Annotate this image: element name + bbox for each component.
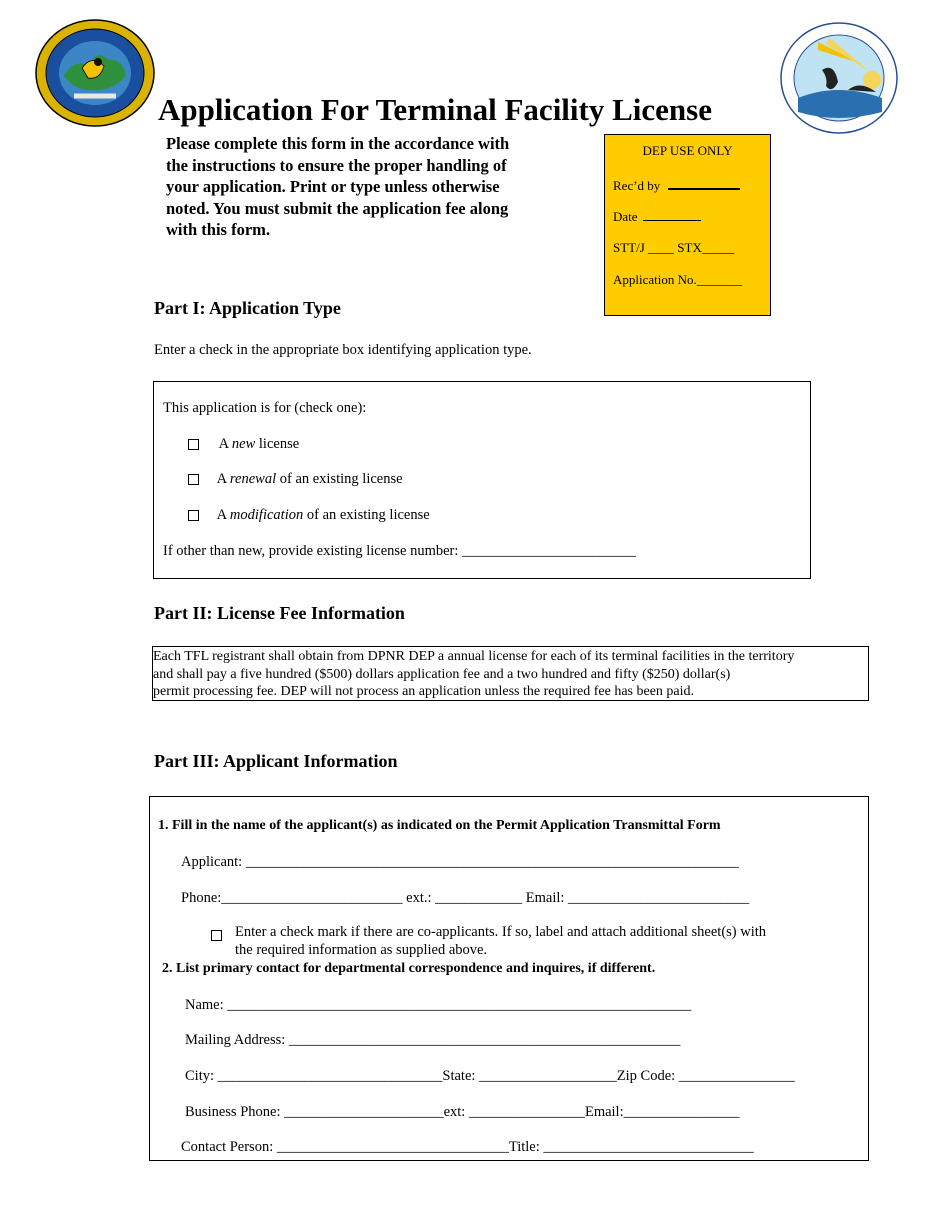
option-modification-license[interactable]	[188, 507, 430, 524]
question-2: 2. List primary contact for departmental correspondence and inquires, if different.	[162, 961, 656, 976]
fee-line: Each TFL registrant shall obtain from DPNR DEP a annual license for each of its terminal facilities in the territory	[153, 649, 795, 664]
option-new-license[interactable]	[188, 436, 299, 453]
co-applicant-instruction-1: Enter a check mark if there are co-applicants. If so, label and attach additional sheet(s) with	[235, 924, 767, 940]
option-prefix: A	[216, 507, 230, 523]
intro-instructions	[166, 133, 576, 241]
option-suffix: of an existing license	[303, 507, 430, 523]
contact-person-title-field[interactable]: Contact Person: ________________________________Title: _____________________________	[181, 1139, 754, 1155]
business-phone-email-field[interactable]: Business Phone: ______________________ext: ________________Email:________________	[185, 1104, 740, 1120]
part1-instruction: Enter a check in the appropriate box identifying application type.	[154, 342, 532, 358]
option-prefix: A	[216, 471, 230, 487]
date-row	[613, 208, 701, 225]
intro-line: the instructions to ensure the proper handling of	[166, 155, 507, 175]
option-prefix: A	[218, 436, 232, 452]
option-renewal-license[interactable]	[188, 471, 403, 488]
applicant-field[interactable]: Applicant: ____________________________________________________________________	[181, 854, 739, 870]
option-suffix: of an existing license	[276, 471, 403, 487]
dpnr-seal	[778, 20, 900, 136]
fee-line: permit processing fee. DEP will not process an application unless the required fee has been paid.	[153, 684, 695, 699]
contact-name-field[interactable]: Name: ________________________________________________________________	[185, 997, 692, 1013]
part2-heading: Part II: License Fee Information	[154, 603, 405, 623]
dep-use-only-box	[604, 134, 771, 316]
co-applicant-checkbox[interactable]	[211, 926, 222, 944]
application-number-row[interactable]: Application No._______	[613, 272, 743, 287]
dep-use-only-header: DEP USE ONLY	[642, 143, 733, 158]
intro-line: noted. You must submit the application fee along	[166, 198, 509, 218]
renewal-license-checkbox[interactable]	[188, 474, 199, 485]
license-fee-box	[152, 646, 869, 701]
co-applicant-instruction-2: the required information as supplied above.	[235, 942, 488, 958]
recd-by-label: Rec’d by	[613, 178, 661, 193]
modification-license-checkbox[interactable]	[188, 510, 199, 521]
option-emphasis: modification	[229, 507, 304, 523]
intro-line: your application. Print or type unless otherwise	[166, 177, 500, 196]
island-row[interactable]: STT/J ____ STX_____	[613, 240, 735, 255]
new-license-checkbox[interactable]	[188, 439, 199, 450]
intro-line: Please complete this form in the accordance with	[166, 134, 510, 153]
part1-heading: Part I: Application Type	[154, 298, 341, 318]
intro-line: with this form.	[166, 220, 271, 239]
option-emphasis: renewal	[229, 471, 277, 487]
question-1: 1. Fill in the name of the applicant(s) as indicated on the Permit Application Transmittal Form	[158, 818, 721, 833]
form-title: Application For Terminal Facility License	[158, 92, 712, 127]
recd-by-row	[613, 176, 740, 194]
part3-heading: Part III: Applicant Information	[154, 751, 398, 771]
date-label: Date	[613, 209, 638, 224]
phone-ext-email-field[interactable]: Phone:_________________________ ext.: ____________ Email: _________________________	[181, 890, 750, 906]
city-state-zip-field[interactable]: City: _______________________________State: ___________________Zip Code: ________________	[185, 1068, 795, 1084]
existing-license-number-field[interactable]: If other than new, provide existing license number: ________________________	[163, 543, 637, 559]
date-field[interactable]	[643, 208, 701, 221]
option-suffix: license	[255, 436, 300, 452]
usvi-government-seal	[34, 18, 156, 128]
fee-line: and shall pay a five hundred ($500) dollars application fee and a two hundred and fifty ($250) dollar(s)	[153, 666, 731, 682]
applicant-information-box	[149, 796, 869, 1161]
application-type-lead: This application is for (check one):	[163, 400, 367, 416]
recd-by-field[interactable]	[668, 176, 740, 190]
option-emphasis: new	[231, 436, 256, 452]
co-applicant-check-box[interactable]	[211, 930, 222, 941]
application-type-box	[153, 381, 811, 579]
mailing-address-field[interactable]: Mailing Address: ______________________________________________________	[185, 1032, 681, 1048]
